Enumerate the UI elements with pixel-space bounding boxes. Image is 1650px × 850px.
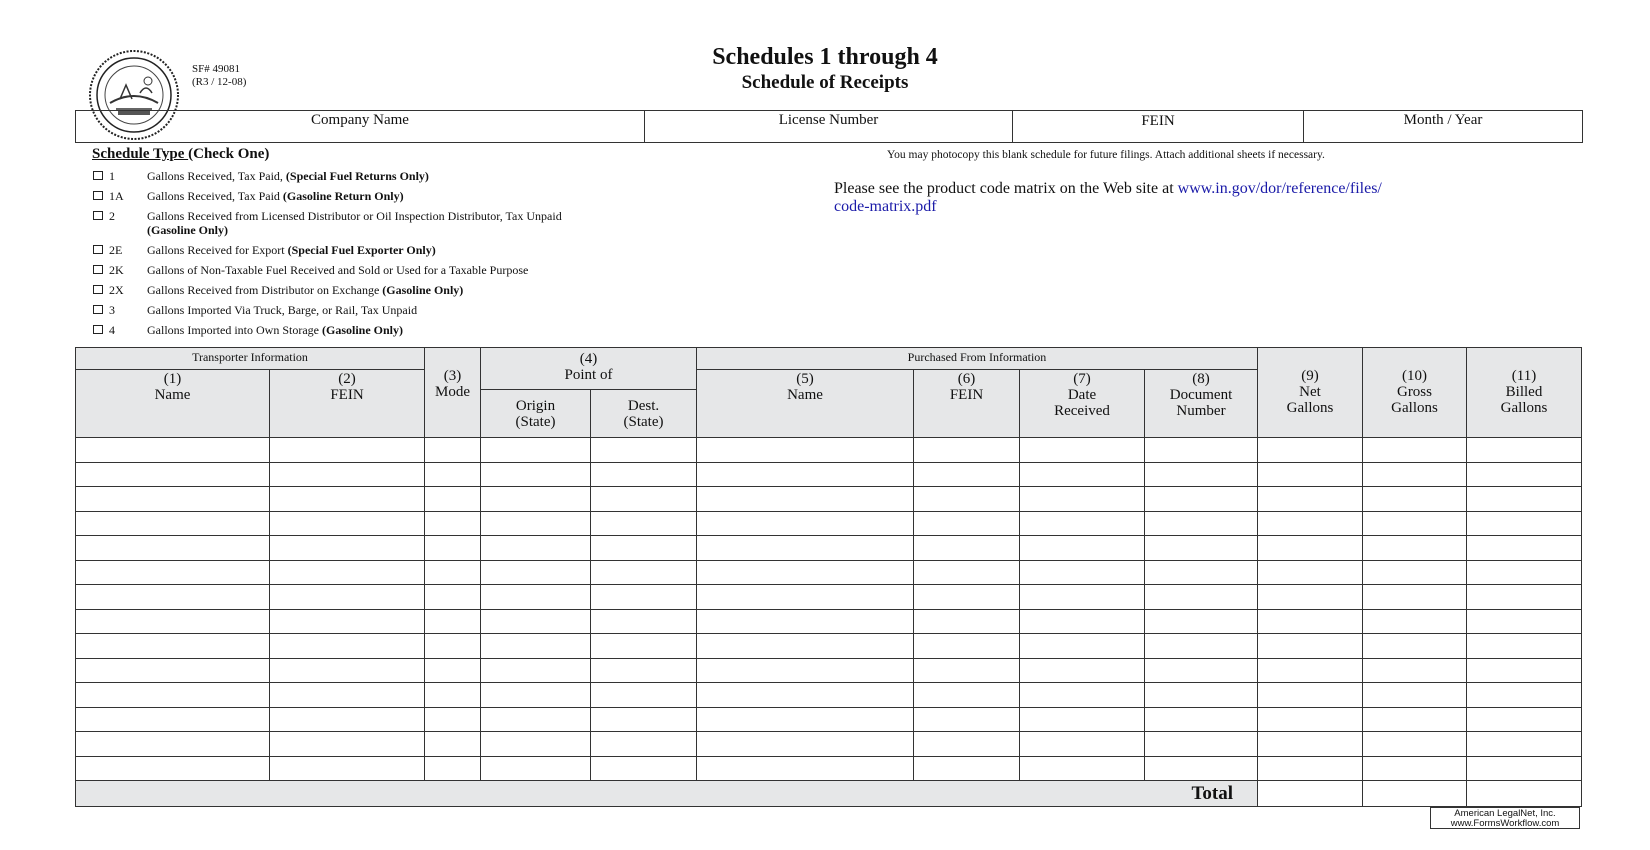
table-cell[interactable]	[914, 462, 1020, 487]
table-cell[interactable]	[697, 487, 914, 512]
table-cell[interactable]	[1258, 634, 1363, 659]
col-point-of-header: (4) Point of	[481, 348, 697, 390]
table-cell[interactable]	[1145, 560, 1258, 585]
table-cell[interactable]	[1145, 634, 1258, 659]
table-cell[interactable]	[481, 756, 591, 781]
table-cell[interactable]	[270, 683, 425, 708]
table-cell[interactable]	[481, 707, 591, 732]
table-cell[interactable]	[914, 585, 1020, 610]
table-cell[interactable]	[1258, 732, 1363, 757]
table-cell[interactable]	[697, 560, 914, 585]
checkbox[interactable]	[93, 191, 103, 200]
table-cell[interactable]	[1467, 732, 1582, 757]
table-cell[interactable]	[591, 462, 697, 487]
table-cell[interactable]	[76, 536, 270, 561]
table-cell[interactable]	[591, 683, 697, 708]
col-document-number-header: (8) Document Number	[1145, 370, 1258, 438]
table-cell[interactable]	[270, 560, 425, 585]
schedule-type-heading-underlined: Schedule Type	[92, 146, 189, 162]
table-cell[interactable]	[591, 732, 697, 757]
month-year-field[interactable]: Month / Year	[1403, 112, 1483, 128]
col-transporter-fein-header: (2) FEIN	[270, 370, 425, 438]
table-row	[76, 658, 1582, 683]
table-cell[interactable]	[1020, 756, 1145, 781]
table-cell[interactable]	[481, 732, 591, 757]
table-cell[interactable]	[1258, 487, 1363, 512]
table-cell[interactable]	[1363, 438, 1467, 463]
table-cell[interactable]	[914, 511, 1020, 536]
table-cell[interactable]	[481, 487, 591, 512]
checkbox[interactable]	[93, 171, 103, 180]
table-cell[interactable]	[481, 683, 591, 708]
table-cell[interactable]	[425, 634, 481, 659]
table-cell[interactable]	[1363, 634, 1467, 659]
table-cell[interactable]	[697, 756, 914, 781]
purchased-from-header: Purchased From Information	[697, 348, 1258, 370]
table-cell[interactable]	[76, 658, 270, 683]
table-row	[76, 560, 1582, 585]
table-cell[interactable]	[914, 634, 1020, 659]
schedule-option-1a[interactable]: 1A Gallons Received, Tax Paid (Gasoline Return Only)	[93, 189, 737, 203]
table-cell[interactable]	[1258, 536, 1363, 561]
schedule-option-3[interactable]: 3 Gallons Imported Via Truck, Barge, or Rail, Tax Unpaid	[93, 303, 737, 317]
table-cell[interactable]	[914, 438, 1020, 463]
company-name-field[interactable]: Company Name	[76, 111, 645, 142]
table-cell[interactable]	[481, 585, 591, 610]
page-subtitle: Schedule of Receipts	[741, 72, 909, 93]
product-code-note: Please see the product code matrix on the Web site at www.in.gov/dor/reference/files/ code-matrix.pdf	[834, 180, 1382, 215]
table-cell[interactable]	[76, 732, 270, 757]
table-cell[interactable]	[270, 438, 425, 463]
table-cell[interactable]	[1258, 609, 1363, 634]
form-number: SF# 49081	[192, 63, 240, 75]
table-cell[interactable]	[481, 536, 591, 561]
table-cell[interactable]	[697, 683, 914, 708]
table-cell[interactable]	[1363, 658, 1467, 683]
table-cell[interactable]	[1258, 560, 1363, 585]
table-cell[interactable]	[1020, 634, 1145, 659]
table-cell[interactable]	[1363, 536, 1467, 561]
table-cell[interactable]	[914, 732, 1020, 757]
table-cell[interactable]	[697, 634, 914, 659]
table-cell[interactable]	[1020, 511, 1145, 536]
table-cell[interactable]	[1020, 536, 1145, 561]
table-cell[interactable]	[76, 487, 270, 512]
table-cell[interactable]	[1363, 462, 1467, 487]
col-dest-state-header: Dest. (State)	[591, 390, 697, 438]
table-cell[interactable]	[76, 585, 270, 610]
checkbox[interactable]	[93, 325, 103, 334]
table-cell[interactable]	[425, 707, 481, 732]
matrix-link-part2[interactable]: code-matrix.pdf	[834, 198, 937, 215]
table-cell[interactable]	[76, 683, 270, 708]
table-cell[interactable]	[1467, 683, 1582, 708]
table-cell[interactable]	[697, 609, 914, 634]
table-cell[interactable]	[270, 756, 425, 781]
schedule-type-heading	[92, 146, 269, 163]
table-cell[interactable]	[697, 707, 914, 732]
table-cell[interactable]	[914, 707, 1020, 732]
table-cell[interactable]	[270, 634, 425, 659]
table-cell[interactable]	[591, 756, 697, 781]
table-cell[interactable]	[1363, 756, 1467, 781]
table-cell[interactable]	[914, 536, 1020, 561]
col-date-received-header: (7) Date Received	[1020, 370, 1145, 438]
table-cell[interactable]	[270, 462, 425, 487]
table-cell[interactable]	[591, 585, 697, 610]
fein-field[interactable]: FEIN	[1013, 111, 1304, 142]
table-cell[interactable]	[1145, 658, 1258, 683]
table-cell[interactable]	[1145, 511, 1258, 536]
table-cell[interactable]	[76, 438, 270, 463]
table-cell[interactable]	[1020, 732, 1145, 757]
table-cell[interactable]	[76, 560, 270, 585]
table-cell[interactable]	[76, 609, 270, 634]
table-cell[interactable]	[425, 585, 481, 610]
photocopy-note: You may photocopy this blank schedule for future filings. Attach additional sheets if necessary.	[887, 149, 1325, 161]
table-cell[interactable]	[425, 683, 481, 708]
table-cell[interactable]	[1258, 511, 1363, 536]
table-cell[interactable]	[1363, 560, 1467, 585]
table-cell[interactable]	[1258, 585, 1363, 610]
schedule-option-2k[interactable]: 2K Gallons of Non-Taxable Fuel Received and Sold or Used for a Taxable Purpose	[93, 263, 737, 277]
table-cell[interactable]	[270, 487, 425, 512]
table-row	[76, 756, 1582, 781]
col-transporter-name-header: (1) Name	[76, 370, 270, 438]
table-cell[interactable]	[481, 634, 591, 659]
table-cell[interactable]	[1258, 756, 1363, 781]
col-mode-header: (3) Mode	[425, 348, 481, 438]
table-cell[interactable]	[697, 585, 914, 610]
form-revision: (R3 / 12-08)	[192, 76, 247, 88]
table-cell[interactable]	[1145, 585, 1258, 610]
col-gross-gallons-header: (10) Gross Gallons	[1363, 348, 1467, 438]
transporter-info-header: Transporter Information	[76, 348, 425, 370]
table-cell[interactable]	[1363, 683, 1467, 708]
table-cell[interactable]	[481, 560, 591, 585]
table-cell[interactable]	[1020, 438, 1145, 463]
table-cell[interactable]	[425, 609, 481, 634]
table-cell[interactable]	[481, 609, 591, 634]
table-row	[76, 585, 1582, 610]
table-cell[interactable]	[1145, 609, 1258, 634]
table-cell[interactable]	[1258, 462, 1363, 487]
schedule-option-2e[interactable]: 2E Gallons Received for Export (Special Fuel Exporter Only)	[93, 243, 737, 257]
col-purchased-fein-header: (6) FEIN	[914, 370, 1020, 438]
table-cell[interactable]	[697, 511, 914, 536]
table-cell[interactable]	[425, 487, 481, 512]
schedule-type-heading-rest: (Check One)	[188, 146, 270, 162]
total-gross-gallons-cell[interactable]	[1363, 781, 1467, 807]
table-cell[interactable]	[1258, 707, 1363, 732]
table-cell[interactable]	[914, 487, 1020, 512]
table-cell[interactable]	[1467, 487, 1582, 512]
table-cell[interactable]	[914, 756, 1020, 781]
table-cell[interactable]	[425, 462, 481, 487]
checkbox[interactable]	[93, 245, 103, 254]
table-cell[interactable]	[697, 658, 914, 683]
table-cell[interactable]	[270, 707, 425, 732]
table-cell[interactable]	[270, 658, 425, 683]
total-billed-gallons-cell[interactable]	[1467, 781, 1582, 807]
table-row	[76, 487, 1582, 512]
table-row	[76, 438, 1582, 463]
table-cell[interactable]	[591, 658, 697, 683]
table-cell[interactable]	[591, 438, 697, 463]
table-cell[interactable]	[1020, 707, 1145, 732]
table-row	[76, 683, 1582, 708]
table-cell[interactable]	[1145, 732, 1258, 757]
table-cell[interactable]	[591, 634, 697, 659]
receipts-table	[75, 347, 1582, 807]
table-cell[interactable]	[1467, 462, 1582, 487]
table-cell[interactable]	[914, 609, 1020, 634]
table-cell[interactable]	[591, 560, 697, 585]
table-cell[interactable]	[1467, 634, 1582, 659]
table-cell[interactable]	[270, 609, 425, 634]
table-cell[interactable]	[270, 511, 425, 536]
checkbox[interactable]	[93, 305, 103, 314]
table-cell[interactable]	[425, 536, 481, 561]
checkbox[interactable]	[93, 285, 103, 294]
table-cell[interactable]	[1258, 658, 1363, 683]
table-cell[interactable]	[1467, 609, 1582, 634]
table-cell[interactable]	[1363, 609, 1467, 634]
col-purchased-name-header: (5) Name	[697, 370, 914, 438]
table-cell[interactable]	[914, 683, 1020, 708]
table-cell[interactable]	[591, 707, 697, 732]
table-cell[interactable]	[481, 658, 591, 683]
table-cell[interactable]	[270, 585, 425, 610]
table-row	[76, 511, 1582, 536]
table-cell[interactable]	[697, 732, 914, 757]
table-cell[interactable]	[1020, 462, 1145, 487]
table-cell[interactable]	[1467, 658, 1582, 683]
table-cell[interactable]	[76, 707, 270, 732]
table-cell[interactable]	[270, 536, 425, 561]
table-cell[interactable]	[1020, 683, 1145, 708]
checkbox[interactable]	[93, 265, 103, 274]
table-cell[interactable]	[1467, 707, 1582, 732]
table-cell[interactable]	[1020, 609, 1145, 634]
table-cell[interactable]	[591, 609, 697, 634]
table-cell[interactable]	[1258, 683, 1363, 708]
schedule-option-4[interactable]: 4 Gallons Imported into Own Storage (Gasoline Only)	[93, 323, 737, 337]
table-cell[interactable]	[1020, 585, 1145, 610]
table-cell[interactable]	[1020, 487, 1145, 512]
table-cell[interactable]	[591, 487, 697, 512]
table-cell[interactable]	[1145, 438, 1258, 463]
table-cell[interactable]	[591, 511, 697, 536]
table-cell[interactable]	[1145, 462, 1258, 487]
col-origin-state-header: Origin (State)	[481, 390, 591, 438]
table-cell[interactable]	[1363, 487, 1467, 512]
total-label: Total	[76, 781, 1258, 807]
table-cell[interactable]	[425, 756, 481, 781]
table-cell[interactable]	[425, 658, 481, 683]
page-title: Schedules 1 through 4	[712, 44, 938, 70]
table-cell[interactable]	[1467, 511, 1582, 536]
table-cell[interactable]	[76, 511, 270, 536]
table-row	[76, 462, 1582, 487]
table-cell[interactable]	[1363, 707, 1467, 732]
table-cell[interactable]	[425, 732, 481, 757]
table-cell[interactable]	[1363, 585, 1467, 610]
table-cell[interactable]	[1020, 658, 1145, 683]
matrix-link-part1[interactable]: www.in.gov/dor/reference/files/	[1177, 180, 1382, 197]
license-number-field[interactable]: License Number	[645, 111, 1013, 142]
table-cell[interactable]	[1145, 536, 1258, 561]
table-row	[76, 707, 1582, 732]
table-cell[interactable]	[1467, 438, 1582, 463]
schedule-option-2[interactable]: 2 Gallons Received from Licensed Distributor or Oil Inspection Distributor, Tax Unpaid (Gasoline Only)	[93, 209, 737, 237]
table-cell[interactable]	[425, 511, 481, 536]
table-cell[interactable]	[1145, 683, 1258, 708]
table-row	[76, 634, 1582, 659]
table-cell[interactable]	[425, 438, 481, 463]
table-cell[interactable]	[76, 462, 270, 487]
table-cell[interactable]	[697, 438, 914, 463]
table-row	[76, 609, 1582, 634]
table-cell[interactable]	[591, 536, 697, 561]
table-cell[interactable]	[76, 634, 270, 659]
schedule-option-2x[interactable]: 2X Gallons Received from Distributor on Exchange (Gasoline Only)	[93, 283, 737, 297]
table-cell[interactable]	[1145, 756, 1258, 781]
checkbox[interactable]	[93, 211, 103, 220]
table-cell[interactable]	[1020, 560, 1145, 585]
table-cell[interactable]	[76, 756, 270, 781]
table-cell[interactable]	[425, 560, 481, 585]
footer-credit: American LegalNet, Inc. www.FormsWorkflow.com	[1430, 807, 1580, 829]
table-body	[76, 438, 1582, 781]
col-billed-gallons-header: (11) Billed Gallons	[1467, 348, 1582, 438]
table-cell[interactable]	[1467, 585, 1582, 610]
table-cell[interactable]	[697, 536, 914, 561]
table-row	[76, 536, 1582, 561]
table-cell[interactable]	[1467, 560, 1582, 585]
table-cell[interactable]	[481, 511, 591, 536]
table-cell[interactable]	[1258, 438, 1363, 463]
table-cell[interactable]	[697, 462, 914, 487]
table-cell[interactable]	[270, 732, 425, 757]
schedule-option-1[interactable]: 1 Gallons Received, Tax Paid, (Special Fuel Returns Only)	[93, 169, 737, 183]
table-cell[interactable]	[914, 658, 1020, 683]
header-fields	[75, 110, 1583, 143]
table-cell[interactable]	[1363, 732, 1467, 757]
table-cell[interactable]	[914, 560, 1020, 585]
table-cell[interactable]	[1145, 487, 1258, 512]
col-net-gallons-header: (9) Net Gallons	[1258, 348, 1363, 438]
table-cell[interactable]	[1467, 756, 1582, 781]
table-cell[interactable]	[481, 438, 591, 463]
total-net-gallons-cell[interactable]	[1258, 781, 1363, 807]
table-cell[interactable]	[1467, 536, 1582, 561]
table-cell[interactable]	[1363, 511, 1467, 536]
table-row	[76, 732, 1582, 757]
table-cell[interactable]	[1145, 707, 1258, 732]
table-cell[interactable]	[481, 462, 591, 487]
